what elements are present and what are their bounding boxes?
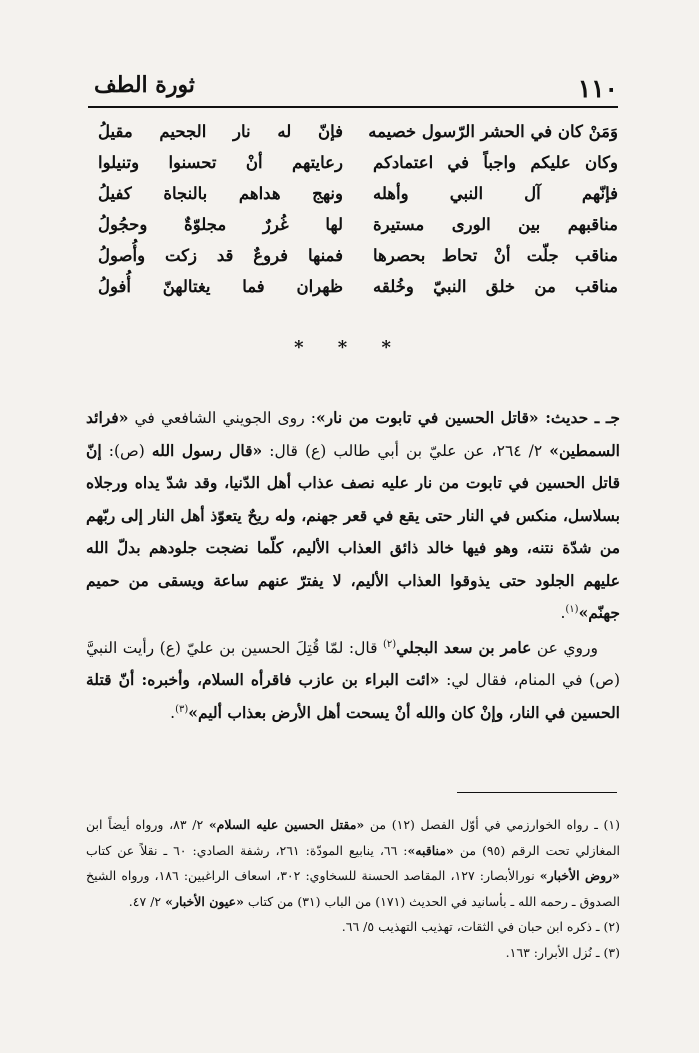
running-title: ثورة الطف bbox=[94, 72, 195, 98]
footnote-2: (٢) ـ ذكره ابن حبان في الثقات، تهذيب التهذيب ٥/ ٦٦. bbox=[341, 919, 620, 934]
section-separator: * * * bbox=[294, 337, 405, 358]
book-reference: «مقتل الحسين عليه السلام» bbox=[208, 817, 365, 832]
poem-verse bbox=[98, 246, 618, 277]
book-reference: «فرائد السمطين» bbox=[86, 408, 620, 460]
book-reference: «روض الأخبار» bbox=[539, 868, 620, 883]
text-run: . bbox=[560, 604, 566, 622]
verse-first-half: وَمَنْ كان في الحشر الرّسول خصيمه bbox=[368, 122, 618, 141]
poem bbox=[98, 122, 618, 308]
footnotes bbox=[86, 812, 620, 965]
footnote-divider bbox=[457, 792, 617, 793]
verse-second-half: ونهج هداهم بالنجاة كفيلُ bbox=[98, 184, 343, 203]
footnote-marker: (٣) bbox=[175, 703, 189, 715]
verse-second-half: فمنها فروعٌ قد زكت وأُصولُ bbox=[98, 246, 343, 265]
main-text bbox=[86, 402, 620, 731]
text-run: : روى الجويني الشافعي في bbox=[128, 409, 316, 427]
book-reference: «مناقبه» bbox=[407, 842, 454, 858]
hadith-quote: إنّ قاتل الحسين في تابوت من نار عليه نصف عذاب أهل الدّنيا، وقد شدّ يداه ورجلاه بسلاسل، منكس في النار حتى يقع في قعر جهنم، وله ريحٌ يتعوّذ أهل النار إلى ربّهم من شدّة نتنه، وهو فيها خالد ذائق العذاب الأليم، كلّما نضجت جلودهم بدلّ الله عليهم الجلود حتى يذوقوا العذاب الأليم، لا يفترّ عنهم ساعة ويسقى من حميم جهنّم» bbox=[86, 440, 620, 622]
book-reference: «عيون الأخبار» bbox=[165, 893, 244, 909]
verse-first-half: فإنّهم آل النبي وأهله bbox=[373, 184, 618, 203]
verse-first-half: مناقب من خلق النبيّ وخُلقه bbox=[373, 277, 618, 296]
text-run: ٢/ ٤٧. bbox=[128, 893, 166, 909]
poem-verse bbox=[98, 122, 618, 153]
poem-verse bbox=[98, 153, 618, 184]
verse-second-half: رعايتهم أنْ تحسنوا وتنيلوا bbox=[98, 153, 343, 172]
verse-first-half: مناقب جلّت أنْ تحاط بحصرها bbox=[373, 246, 618, 265]
page-number: ١١٠ bbox=[577, 74, 618, 103]
text-run: نورالأبصار: ١٢٧، المقاصد الحسنة للسخاوي: ٣٠٢، اسعاف الراغبين: ١٨٦، ورواه الشيخ الصدوق ـ رحمه الله ـ بأسانيد في الحديث (١٧١) من الباب (٣١) من كتاب bbox=[86, 868, 620, 909]
verse-first-half: وكان عليكم واجباً في اعتمادكم bbox=[373, 153, 618, 172]
text-run: وروي عن bbox=[531, 638, 598, 657]
page-header bbox=[88, 70, 618, 108]
text-run: قال: لمّا قُتِلَ الحسين بن عليّ (ع) رأيت النبيَّ (ص) في المنام، فقال لي: bbox=[86, 638, 620, 689]
paragraph-narration bbox=[86, 632, 620, 730]
text-run: . bbox=[170, 703, 176, 722]
text-run: (١) ـ رواه الخوارزمي في أوّل الفصل (١٢) من bbox=[364, 817, 620, 832]
text-run: : ٦٦، ينابيع المودّة: ٢٦١، رشفة الصادي: ٦٠ ـ نقلاً عن كتاب bbox=[86, 842, 408, 858]
verse-second-half: فإنّ له نار الجحيم مقيلُ bbox=[98, 122, 343, 141]
poem-verse bbox=[98, 215, 618, 246]
section-label: جـ ـ حديث: bbox=[538, 408, 620, 427]
footnote-3: (٣) ـ نُزل الأبرار: ١٦٣. bbox=[505, 944, 620, 960]
dream-quote: «ائت البراء بن عازب فاقرأه السلام، وأخبره: أنّ قتلة الحسين في النار، وإنْ كان والله أنْ يسحت أهل الأرض بعذاب أليم» bbox=[86, 670, 620, 722]
verse-first-half: مناقبهم بين الورى مستيرة bbox=[373, 215, 618, 234]
hadith-title: «قاتل الحسين في تابوت من نار» bbox=[315, 408, 539, 427]
footnote-marker: (٢) bbox=[382, 638, 397, 650]
verse-second-half: لها غُررٌ مجلوّةٌ وحجُولُ bbox=[98, 215, 343, 234]
text-run: (ص): bbox=[101, 441, 152, 460]
text-run: ٢/ ٢٦٤، عن عليّ بن أبي طالب (ع) قال: bbox=[262, 441, 550, 460]
text-run: ٢/ ٨٣، ورواه أيضاً ابن المغازلي تحت الرقم (٩٥) من bbox=[86, 817, 621, 858]
paragraph-hadith bbox=[86, 402, 620, 630]
poem-verse bbox=[98, 277, 618, 308]
footnote-marker: (١) bbox=[565, 603, 579, 615]
poem-verse bbox=[98, 184, 618, 215]
quote-opening: «قال رسول الله bbox=[151, 440, 263, 460]
narrator-name: عامر بن سعد البجلي bbox=[396, 637, 532, 657]
verse-second-half: ظهران فما يغتالهنّ أُفولُ bbox=[98, 277, 343, 296]
footnote-1 bbox=[86, 812, 620, 914]
